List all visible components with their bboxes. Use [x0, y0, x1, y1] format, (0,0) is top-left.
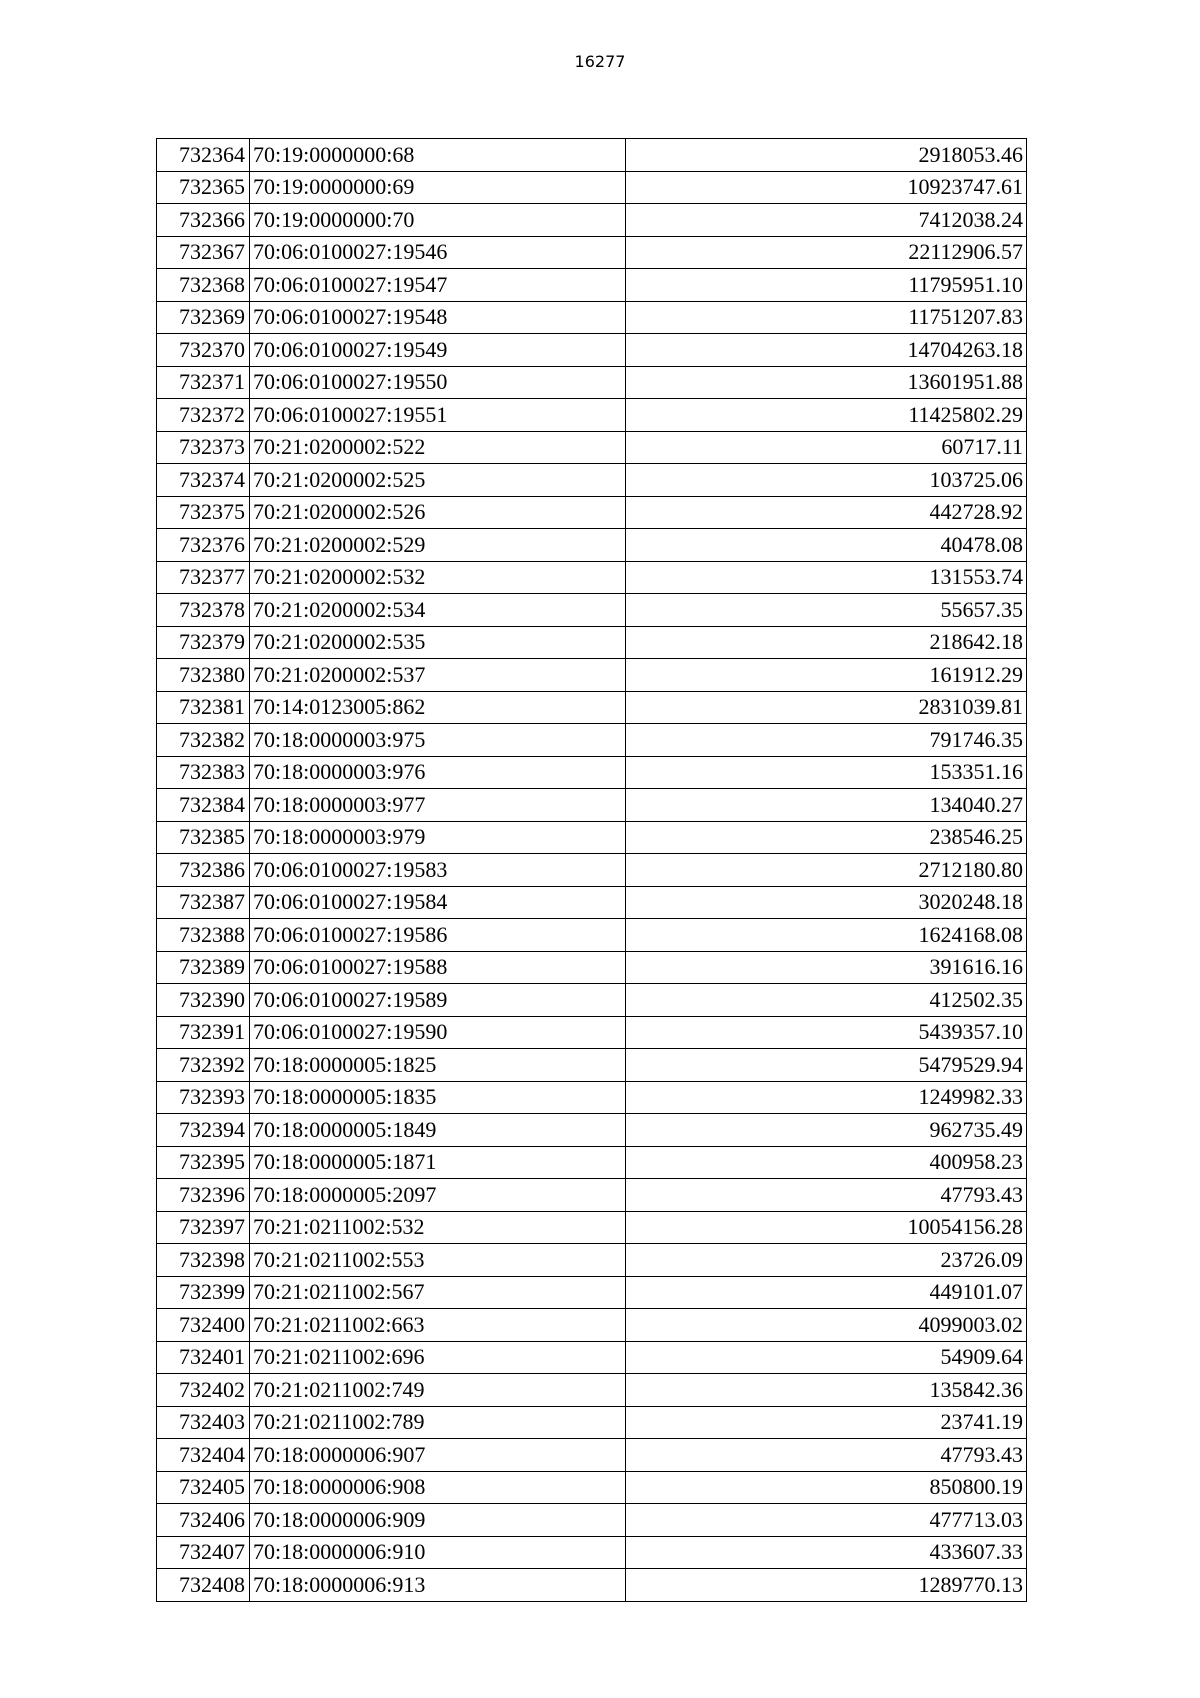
row-number-cell: 732404 [157, 1439, 250, 1472]
table-row [157, 529, 1027, 562]
row-number-cell: 732372 [157, 399, 250, 432]
cadastral-value-table [156, 138, 1027, 1602]
cadastral-value-cell: 442728.92 [626, 496, 1027, 529]
cadastral-number-cell: 70:06:0100027:19588 [250, 951, 626, 984]
cadastral-number-cell: 70:21:0211002:532 [250, 1211, 626, 1244]
cadastral-number-cell: 70:18:0000003:977 [250, 789, 626, 822]
row-number-cell: 732385 [157, 821, 250, 854]
row-number-cell: 732366 [157, 204, 250, 237]
cadastral-value-cell: 1249982.33 [626, 1081, 1027, 1114]
cadastral-value-cell: 2712180.80 [626, 854, 1027, 887]
row-number-cell: 732370 [157, 334, 250, 367]
row-number-cell: 732407 [157, 1536, 250, 1569]
cadastral-number-cell: 70:18:0000006:909 [250, 1504, 626, 1537]
cadastral-value-cell: 40478.08 [626, 529, 1027, 562]
table-row [157, 334, 1027, 367]
cadastral-value-cell: 477713.03 [626, 1504, 1027, 1537]
cadastral-value-cell: 135842.36 [626, 1374, 1027, 1407]
cadastral-value-cell: 449101.07 [626, 1276, 1027, 1309]
cadastral-number-cell: 70:19:0000000:70 [250, 204, 626, 237]
cadastral-number-cell: 70:21:0211002:553 [250, 1244, 626, 1277]
table-row [157, 626, 1027, 659]
cadastral-value-cell: 153351.16 [626, 756, 1027, 789]
row-number-cell: 732388 [157, 919, 250, 952]
cadastral-number-cell: 70:21:0200002:522 [250, 431, 626, 464]
row-number-cell: 732365 [157, 171, 250, 204]
table-row [157, 1341, 1027, 1374]
cadastral-number-cell: 70:21:0200002:529 [250, 529, 626, 562]
table-row [157, 399, 1027, 432]
cadastral-value-cell: 134040.27 [626, 789, 1027, 822]
cadastral-value-cell: 3020248.18 [626, 886, 1027, 919]
row-number-cell: 732378 [157, 594, 250, 627]
cadastral-number-cell: 70:18:0000005:1825 [250, 1049, 626, 1082]
row-number-cell: 732384 [157, 789, 250, 822]
row-number-cell: 732367 [157, 236, 250, 269]
cadastral-value-cell: 11425802.29 [626, 399, 1027, 432]
cadastral-value-cell: 1289770.13 [626, 1569, 1027, 1602]
cadastral-number-cell: 70:06:0100027:19546 [250, 236, 626, 269]
cadastral-number-cell: 70:18:0000003:979 [250, 821, 626, 854]
cadastral-number-cell: 70:18:0000006:907 [250, 1439, 626, 1472]
row-number-cell: 732381 [157, 691, 250, 724]
row-number-cell: 732383 [157, 756, 250, 789]
table-row [157, 301, 1027, 334]
cadastral-value-cell: 23726.09 [626, 1244, 1027, 1277]
cadastral-value-cell: 218642.18 [626, 626, 1027, 659]
cadastral-number-cell: 70:14:0123005:862 [250, 691, 626, 724]
cadastral-value-cell: 13601951.88 [626, 366, 1027, 399]
table-row [157, 269, 1027, 302]
table-row [157, 594, 1027, 627]
cadastral-value-cell: 391616.16 [626, 951, 1027, 984]
cadastral-number-cell: 70:21:0200002:525 [250, 464, 626, 497]
cadastral-value-cell: 412502.35 [626, 984, 1027, 1017]
row-number-cell: 732391 [157, 1016, 250, 1049]
cadastral-number-cell: 70:21:0200002:526 [250, 496, 626, 529]
cadastral-value-cell: 47793.43 [626, 1179, 1027, 1212]
row-number-cell: 732398 [157, 1244, 250, 1277]
row-number-cell: 732387 [157, 886, 250, 919]
cadastral-number-cell: 70:19:0000000:69 [250, 171, 626, 204]
cadastral-number-cell: 70:06:0100027:19549 [250, 334, 626, 367]
table-row [157, 1179, 1027, 1212]
table-row [157, 1244, 1027, 1277]
table-row [157, 464, 1027, 497]
cadastral-value-cell: 11751207.83 [626, 301, 1027, 334]
table-row [157, 1309, 1027, 1342]
row-number-cell: 732405 [157, 1471, 250, 1504]
cadastral-number-cell: 70:21:0200002:534 [250, 594, 626, 627]
row-number-cell: 732408 [157, 1569, 250, 1602]
row-number-cell: 732399 [157, 1276, 250, 1309]
cadastral-value-cell: 400958.23 [626, 1146, 1027, 1179]
cadastral-number-cell: 70:06:0100027:19590 [250, 1016, 626, 1049]
cadastral-number-cell: 70:18:0000003:975 [250, 724, 626, 757]
table-row [157, 886, 1027, 919]
cadastral-value-cell: 47793.43 [626, 1439, 1027, 1472]
table-row [157, 171, 1027, 204]
row-number-cell: 732368 [157, 269, 250, 302]
cadastral-value-cell: 10054156.28 [626, 1211, 1027, 1244]
cadastral-value-cell: 5439357.10 [626, 1016, 1027, 1049]
cadastral-number-cell: 70:06:0100027:19551 [250, 399, 626, 432]
cadastral-number-cell: 70:06:0100027:19586 [250, 919, 626, 952]
table-row [157, 1276, 1027, 1309]
table-row [157, 1569, 1027, 1602]
cadastral-value-cell: 7412038.24 [626, 204, 1027, 237]
table-row [157, 1049, 1027, 1082]
table-row [157, 1374, 1027, 1407]
row-number-cell: 732393 [157, 1081, 250, 1114]
cadastral-number-cell: 70:19:0000000:68 [250, 139, 626, 172]
cadastral-value-cell: 10923747.61 [626, 171, 1027, 204]
cadastral-value-cell: 161912.29 [626, 659, 1027, 692]
row-number-cell: 732374 [157, 464, 250, 497]
table-row [157, 724, 1027, 757]
cadastral-value-cell: 60717.11 [626, 431, 1027, 464]
row-number-cell: 732380 [157, 659, 250, 692]
table-row [157, 1536, 1027, 1569]
table-row [157, 756, 1027, 789]
table-row [157, 1016, 1027, 1049]
cadastral-number-cell: 70:21:0211002:789 [250, 1406, 626, 1439]
table-body [157, 139, 1027, 1602]
table-row [157, 496, 1027, 529]
table-row [157, 431, 1027, 464]
row-number-cell: 732406 [157, 1504, 250, 1537]
row-number-cell: 732401 [157, 1341, 250, 1374]
table-row [157, 204, 1027, 237]
table-row [157, 1439, 1027, 1472]
table-row [157, 1211, 1027, 1244]
cadastral-number-cell: 70:06:0100027:19584 [250, 886, 626, 919]
cadastral-value-cell: 1624168.08 [626, 919, 1027, 952]
cadastral-number-cell: 70:18:0000005:1835 [250, 1081, 626, 1114]
table-row [157, 984, 1027, 1017]
row-number-cell: 732382 [157, 724, 250, 757]
row-number-cell: 732377 [157, 561, 250, 594]
cadastral-number-cell: 70:21:0200002:537 [250, 659, 626, 692]
row-number-cell: 732394 [157, 1114, 250, 1147]
table-row [157, 236, 1027, 269]
cadastral-number-cell: 70:21:0211002:567 [250, 1276, 626, 1309]
table-row [157, 366, 1027, 399]
table-row [157, 821, 1027, 854]
cadastral-number-cell: 70:18:0000005:1871 [250, 1146, 626, 1179]
table-row [157, 1471, 1027, 1504]
row-number-cell: 732396 [157, 1179, 250, 1212]
cadastral-number-cell: 70:18:0000006:913 [250, 1569, 626, 1602]
table-row [157, 1114, 1027, 1147]
cadastral-value-cell: 54909.64 [626, 1341, 1027, 1374]
cadastral-number-cell: 70:06:0100027:19548 [250, 301, 626, 334]
cadastral-value-cell: 11795951.10 [626, 269, 1027, 302]
cadastral-value-cell: 433607.33 [626, 1536, 1027, 1569]
row-number-cell: 732390 [157, 984, 250, 1017]
row-number-cell: 732364 [157, 139, 250, 172]
row-number-cell: 732400 [157, 1309, 250, 1342]
row-number-cell: 732373 [157, 431, 250, 464]
cadastral-value-cell: 791746.35 [626, 724, 1027, 757]
cadastral-value-cell: 14704263.18 [626, 334, 1027, 367]
cadastral-number-cell: 70:18:0000006:910 [250, 1536, 626, 1569]
cadastral-value-cell: 5479529.94 [626, 1049, 1027, 1082]
table-row [157, 691, 1027, 724]
cadastral-number-cell: 70:06:0100027:19583 [250, 854, 626, 887]
page-number: 16277 [574, 52, 626, 71]
row-number-cell: 732397 [157, 1211, 250, 1244]
cadastral-number-cell: 70:18:0000005:2097 [250, 1179, 626, 1212]
cadastral-value-cell: 23741.19 [626, 1406, 1027, 1439]
row-number-cell: 732376 [157, 529, 250, 562]
row-number-cell: 732371 [157, 366, 250, 399]
row-number-cell: 732403 [157, 1406, 250, 1439]
cadastral-number-cell: 70:06:0100027:19550 [250, 366, 626, 399]
row-number-cell: 732395 [157, 1146, 250, 1179]
cadastral-number-cell: 70:18:0000006:908 [250, 1471, 626, 1504]
table-row [157, 139, 1027, 172]
cadastral-value-cell: 131553.74 [626, 561, 1027, 594]
cadastral-value-cell: 4099003.02 [626, 1309, 1027, 1342]
cadastral-value-cell: 962735.49 [626, 1114, 1027, 1147]
cadastral-number-cell: 70:18:0000003:976 [250, 756, 626, 789]
table-row [157, 659, 1027, 692]
table-row [157, 561, 1027, 594]
cadastral-number-cell: 70:06:0100027:19589 [250, 984, 626, 1017]
cadastral-value-cell: 22112906.57 [626, 236, 1027, 269]
table-row [157, 1406, 1027, 1439]
row-number-cell: 732392 [157, 1049, 250, 1082]
row-number-cell: 732369 [157, 301, 250, 334]
cadastral-number-cell: 70:21:0211002:749 [250, 1374, 626, 1407]
table-row [157, 1146, 1027, 1179]
row-number-cell: 732402 [157, 1374, 250, 1407]
table-row [157, 1504, 1027, 1537]
cadastral-value-cell: 2831039.81 [626, 691, 1027, 724]
cadastral-number-cell: 70:21:0211002:663 [250, 1309, 626, 1342]
cadastral-value-cell: 238546.25 [626, 821, 1027, 854]
table-row [157, 789, 1027, 822]
row-number-cell: 732386 [157, 854, 250, 887]
table-row [157, 951, 1027, 984]
cadastral-value-cell: 55657.35 [626, 594, 1027, 627]
row-number-cell: 732389 [157, 951, 250, 984]
cadastral-value-cell: 850800.19 [626, 1471, 1027, 1504]
row-number-cell: 732379 [157, 626, 250, 659]
cadastral-value-cell: 103725.06 [626, 464, 1027, 497]
cadastral-number-cell: 70:21:0200002:532 [250, 561, 626, 594]
cadastral-number-cell: 70:21:0211002:696 [250, 1341, 626, 1374]
table-row [157, 1081, 1027, 1114]
table-row [157, 854, 1027, 887]
cadastral-number-cell: 70:18:0000005:1849 [250, 1114, 626, 1147]
cadastral-value-cell: 2918053.46 [626, 139, 1027, 172]
table-row [157, 919, 1027, 952]
cadastral-number-cell: 70:21:0200002:535 [250, 626, 626, 659]
cadastral-number-cell: 70:06:0100027:19547 [250, 269, 626, 302]
row-number-cell: 732375 [157, 496, 250, 529]
